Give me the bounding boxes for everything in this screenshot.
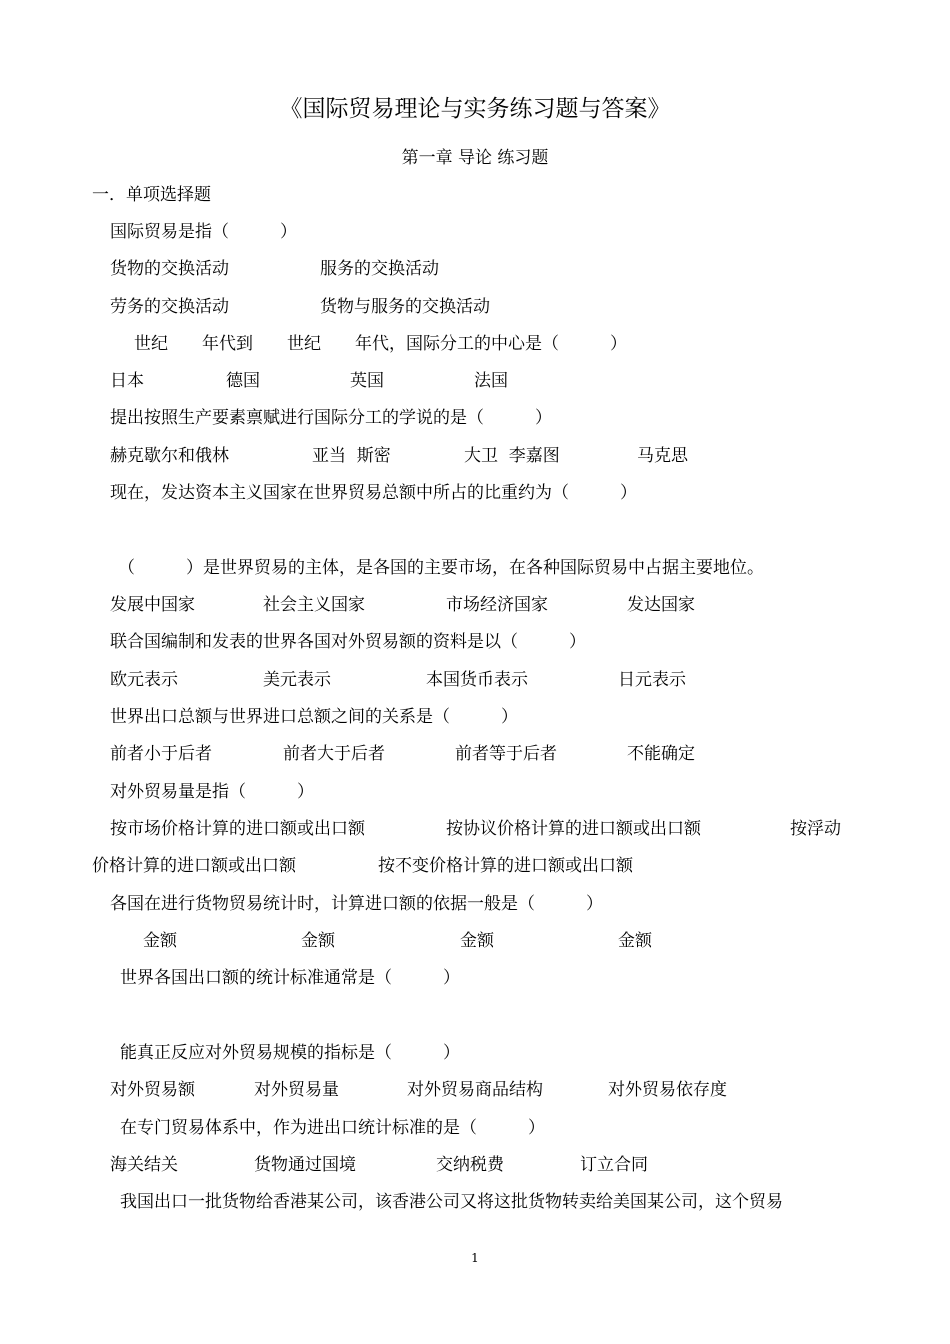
option-c: 按浮动 xyxy=(790,819,841,839)
option-c: 本国货币表示 xyxy=(426,670,528,690)
option-b: 对外贸易量 xyxy=(254,1080,339,1100)
question-stem: 世纪 年代到 世纪 年代，国际分工的中心是（ ） xyxy=(134,334,627,354)
question-stem: 现在，发达资本主义国家在世界贸易总额中所占的比重约为（ ） xyxy=(110,483,637,503)
page-number: 1 xyxy=(471,1251,479,1265)
option-c: 前者等于后者 xyxy=(455,744,557,764)
question-stem: 对外贸易量是指（ ） xyxy=(110,782,314,802)
option-d: 按不变价格计算的进口额或出口额 xyxy=(378,856,633,876)
option-a: 欧元表示 xyxy=(110,670,178,690)
question-stem: 联合国编制和发表的世界各国对外贸易额的资料是以（ ） xyxy=(110,632,586,652)
option-d: 日元表示 xyxy=(618,670,686,690)
option-d: 法国 xyxy=(474,371,508,391)
option-b: 社会主义国家 xyxy=(263,595,365,615)
option-d: 发达国家 xyxy=(627,595,695,615)
option-c-continued: 价格计算的进口额或出口额 xyxy=(92,856,296,876)
option-c: 金额 xyxy=(460,931,494,951)
option-a: 日本 xyxy=(110,371,144,391)
option-c: 英国 xyxy=(350,371,384,391)
option-a: 金额 xyxy=(143,931,177,951)
question-stem: 世界各国出口额的统计标准通常是（ ） xyxy=(120,968,460,988)
option-a: 对外贸易额 xyxy=(110,1080,195,1100)
option-b: 亚当 斯密 xyxy=(312,446,391,466)
section-heading: 一．单项选择题 xyxy=(92,185,211,205)
option-d: 金额 xyxy=(618,931,652,951)
option-b: 货物通过国境 xyxy=(254,1155,356,1175)
option-d: 对外贸易依存度 xyxy=(608,1080,727,1100)
chapter-heading: 第一章 导论 练习题 xyxy=(401,148,549,168)
question-stem: 在专门贸易体系中，作为进出口统计标准的是（ ） xyxy=(120,1118,545,1138)
question-stem: （ ）是世界贸易的主体，是各国的主要市场，在各种国际贸易中占据主要地位。 xyxy=(118,558,764,578)
question-stem: 世界出口总额与世界进口总额之间的关系是（ ） xyxy=(110,707,518,727)
option-b: 美元表示 xyxy=(263,670,331,690)
option-d: 马克思 xyxy=(637,446,688,466)
option-c: 大卫 李嘉图 xyxy=(464,446,560,466)
question-stem: 提出按照生产要素禀赋进行国际分工的学说的是（ ） xyxy=(110,408,552,428)
question-stem: 我国出口一批货物给香港某公司，该香港公司又将这批货物转卖给美国某公司，这个贸易 xyxy=(120,1192,783,1212)
option-c: 劳务的交换活动 xyxy=(110,297,229,317)
document-title: 《国际贸易理论与实务练习题与答案》 xyxy=(279,96,671,122)
option-b: 金额 xyxy=(301,931,335,951)
option-a: 发展中国家 xyxy=(110,595,195,615)
option-b: 按协议价格计算的进口额或出口额 xyxy=(446,819,701,839)
option-a: 赫克歇尔和俄林 xyxy=(110,446,229,466)
option-a: 货物的交换活动 xyxy=(110,259,229,279)
question-stem: 各国在进行货物贸易统计时，计算进口额的依据一般是（ ） xyxy=(110,894,603,914)
option-a: 前者小于后者 xyxy=(110,744,212,764)
option-b: 前者大于后者 xyxy=(283,744,385,764)
question-stem: 能真正反应对外贸易规模的指标是（ ） xyxy=(120,1043,460,1063)
option-c: 对外贸易商品结构 xyxy=(407,1080,543,1100)
option-a: 海关结关 xyxy=(110,1155,178,1175)
option-a: 按市场价格计算的进口额或出口额 xyxy=(110,819,365,839)
option-b: 德国 xyxy=(226,371,260,391)
option-c: 交纳税费 xyxy=(436,1155,504,1175)
option-d: 货物与服务的交换活动 xyxy=(320,297,490,317)
option-d: 订立合同 xyxy=(580,1155,648,1175)
option-d: 不能确定 xyxy=(627,744,695,764)
option-c: 市场经济国家 xyxy=(446,595,548,615)
question-stem: 国际贸易是指（ ） xyxy=(110,222,297,242)
option-b: 服务的交换活动 xyxy=(320,259,439,279)
